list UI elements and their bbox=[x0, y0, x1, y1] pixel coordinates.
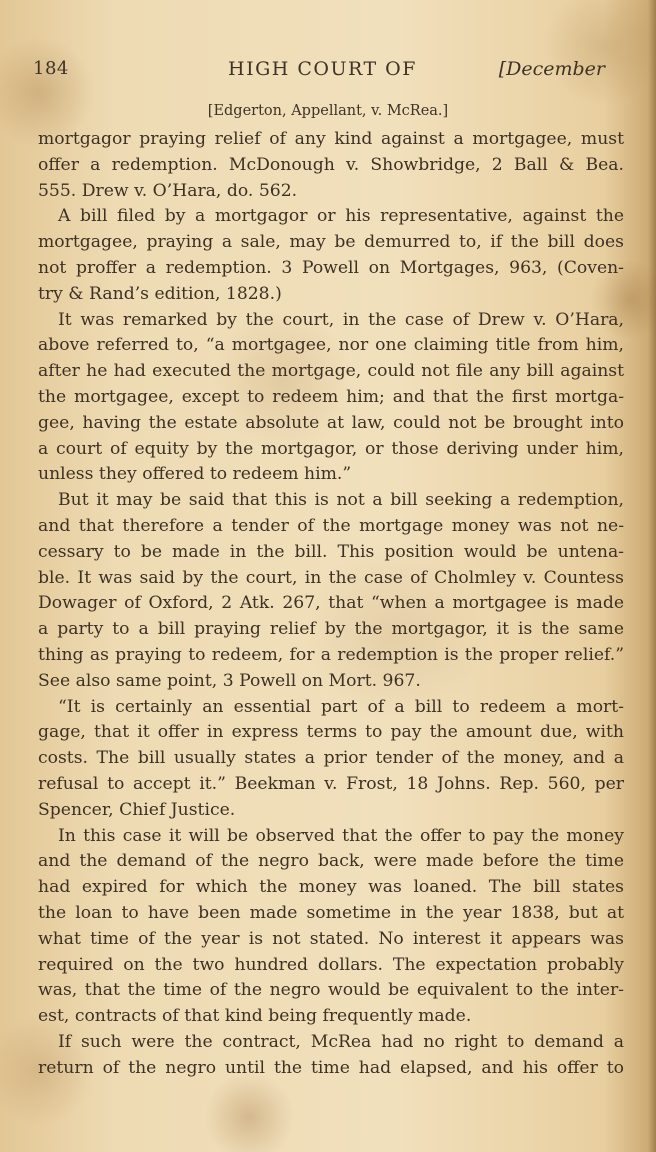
text-line: not proffer a redemption. 3 Powell on Mortgages, 963, (Coven- bbox=[38, 257, 624, 278]
text-line: a court of equity by the mortgagor, or those deriving under him, bbox=[38, 438, 624, 459]
text-line: If such were the contract, McRea had no right to demand a bbox=[58, 1031, 624, 1052]
text-line: unless they offered to redeem him.” bbox=[38, 464, 352, 485]
text-line: was, that the time of the negro would be equivalent to the inter- bbox=[38, 980, 624, 1001]
text-line: thing as praying to redeem, for a redemption is the proper relief.” bbox=[38, 644, 624, 665]
text-line: mortgagor praying relief of any kind against a mortgagee, must bbox=[38, 129, 624, 149]
text-line: Dowager of Oxford, 2 Atk. 267, that “when a mortgagee is made bbox=[38, 593, 624, 614]
text-line: mortgagee, praying a sale, may be demurred to, if the bill does bbox=[38, 232, 624, 253]
text-line: try & Rand’s edition, 1828.) bbox=[38, 283, 282, 304]
page-number: 184 bbox=[33, 58, 69, 79]
text-line: and that therefore a tender of the mortgage money was not ne- bbox=[38, 515, 624, 536]
text-line: “It is certainly an essential part of a bill to redeem a mort- bbox=[58, 696, 624, 717]
text-line: Spencer, Chief Justice. bbox=[38, 799, 236, 820]
text-line: A bill filed by a mortgagor or his representative, against the bbox=[58, 206, 624, 227]
text-line: ble. It was said by the court, in the case of Cholmley v. Countess bbox=[38, 567, 624, 588]
text-line: above referred to, “a mortgagee, nor one claiming title from him, bbox=[38, 335, 624, 356]
text-line: refusal to accept it.” Beekman v. Frost, 18 Johns. Rep. 560, per bbox=[38, 773, 624, 794]
body-text bbox=[38, 127, 624, 1081]
text-line: But it may be said that this is not a bill seeking a redemption, bbox=[58, 490, 624, 511]
text-line: See also same point, 3 Powell on Mort. 967. bbox=[38, 670, 421, 691]
text-line: est, contracts of that kind being frequently made. bbox=[38, 1006, 472, 1027]
page-gutter-shadow bbox=[648, 0, 656, 1152]
text-line: cessary to be made in the bill. This position would be untena- bbox=[38, 541, 624, 562]
text-line: what time of the year is not stated. No interest it appears was bbox=[38, 928, 624, 949]
text-line: It was remarked by the court, in the case of Drew v. O’Hara, bbox=[58, 309, 624, 330]
text-line: In this case it will be observed that the offer to pay the money bbox=[58, 825, 624, 846]
text-line: after he had executed the mortgage, could not file any bill against bbox=[38, 361, 624, 382]
text-line: the mortgagee, except to redeem him; and that the first mortga- bbox=[38, 386, 624, 407]
text-line: required on the two hundred dollars. The expectation probably bbox=[38, 954, 624, 975]
text-line: gage, that it offer in express terms to pay the amount due, with bbox=[38, 722, 624, 743]
header-month: [December bbox=[498, 58, 605, 80]
case-caption: [Edgerton, Appellant, v. McRea.] bbox=[207, 103, 449, 119]
running-header bbox=[33, 58, 605, 84]
court-title: HIGH COURT OF bbox=[228, 58, 417, 80]
text-line: offer a redemption. McDonough v. Showbridge, 2 Ball & Bea. bbox=[38, 154, 624, 175]
text-line: had expired for which the money was loaned. The bill states bbox=[38, 877, 624, 898]
text-line: costs. The bill usually states a prior tender of the money, and a bbox=[38, 748, 624, 769]
text-line: 555. Drew v. O’Hara, do. 562. bbox=[38, 180, 298, 201]
text-line: gee, having the estate absolute at law, could not be brought into bbox=[38, 412, 624, 433]
text-line: a party to a bill praying relief by the mortgagor, it is the same bbox=[38, 619, 624, 640]
text-line: return of the negro until the time had elapsed, and his offer to bbox=[38, 1057, 624, 1078]
text-line: the loan to have been made sometime in the year 1838, but at bbox=[38, 902, 624, 923]
text-line: and the demand of the negro back, were made before the time bbox=[38, 851, 624, 872]
